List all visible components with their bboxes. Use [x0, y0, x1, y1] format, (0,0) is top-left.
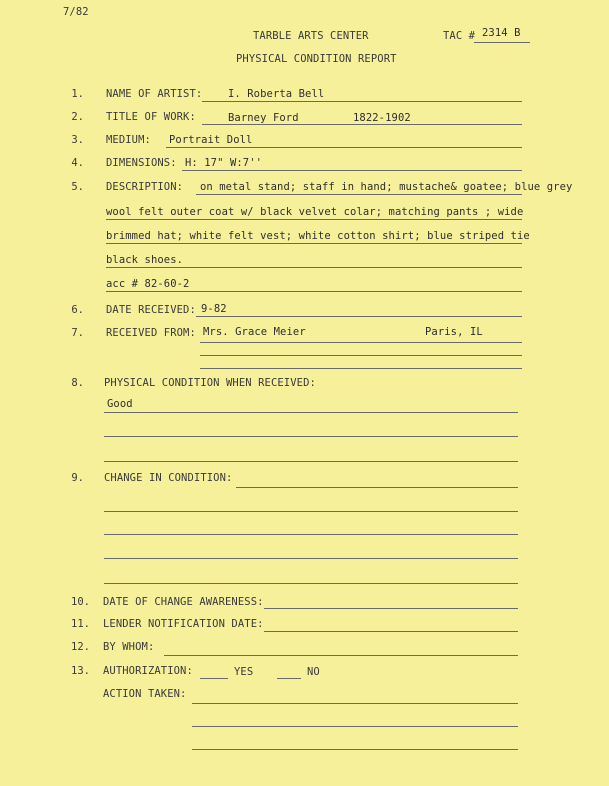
description-line-2[interactable]: wool felt outer coat w/ black velvet colar; matching pants ; wide: [106, 206, 524, 218]
description-underline-3: [106, 243, 522, 244]
medium-underline: [166, 147, 522, 148]
tac-label: TAC #: [443, 30, 476, 42]
field-13-number: 13.: [71, 665, 90, 677]
change-condition-underline-2: [104, 511, 518, 512]
by-whom-label: BY WHOM:: [103, 641, 155, 653]
dimensions-value[interactable]: H: 17" W:7'': [185, 157, 263, 169]
accession-number[interactable]: acc # 82-60-2: [106, 278, 190, 290]
by-whom-underline[interactable]: [164, 655, 518, 656]
change-condition-underline-4: [104, 558, 518, 559]
received-from-value[interactable]: Mrs. Grace Meier: [203, 326, 306, 338]
received-from-underline-2: [200, 355, 522, 356]
change-condition-underline-3: [104, 534, 518, 535]
field-1-number: 1.: [71, 88, 84, 100]
field-3-number: 3.: [71, 134, 84, 146]
authorization-no-blank[interactable]: [277, 678, 301, 679]
change-awareness-label: DATE OF CHANGE AWARENESS:: [103, 596, 264, 608]
field-7-number: 7.: [71, 327, 84, 339]
medium-label: MEDIUM:: [106, 134, 151, 146]
authorization-no: NO: [307, 666, 320, 678]
change-condition-underline-5: [104, 583, 518, 584]
change-awareness-underline[interactable]: [264, 608, 518, 609]
field-2-number: 2.: [71, 111, 84, 123]
description-label: DESCRIPTION:: [106, 181, 184, 193]
action-taken-label: ACTION TAKEN:: [103, 688, 187, 700]
condition-received-underline-1: [104, 412, 518, 413]
field-11-number: 11.: [71, 618, 90, 630]
dimensions-underline: [182, 170, 522, 171]
received-from-underline-1: [200, 342, 522, 343]
title-dates[interactable]: 1822-1902: [353, 112, 411, 124]
field-8-number: 8.: [71, 377, 84, 389]
action-taken-underline-2[interactable]: [192, 726, 518, 727]
date-received-underline: [196, 316, 522, 317]
date-received-label: DATE RECEIVED:: [106, 304, 196, 316]
description-underline-4: [106, 267, 522, 268]
received-from-label: RECEIVED FROM:: [106, 327, 196, 339]
description-underline-5: [106, 291, 522, 292]
authorization-yes-blank[interactable]: [200, 678, 228, 679]
field-4-number: 4.: [71, 157, 84, 169]
org-name: TARBLE ARTS CENTER: [253, 30, 369, 42]
condition-received-label: PHYSICAL CONDITION WHEN RECEIVED:: [104, 377, 316, 389]
description-underline-1: [196, 194, 522, 195]
artist-underline: [202, 101, 522, 102]
description-line-4[interactable]: black shoes.: [106, 254, 184, 266]
field-6-number: 6.: [71, 304, 84, 316]
change-condition-underline-1: [236, 487, 518, 488]
report-title: PHYSICAL CONDITION REPORT: [236, 53, 397, 65]
field-12-number: 12.: [71, 641, 90, 653]
title-value[interactable]: Barney Ford: [228, 112, 299, 124]
description-line-1[interactable]: on metal stand; staff in hand; mustache& goatee; blue grey: [200, 181, 573, 193]
dimensions-label: DIMENSIONS:: [106, 157, 177, 169]
condition-received-value[interactable]: Good: [107, 398, 133, 410]
tac-underline: [474, 42, 530, 43]
condition-received-underline-2: [104, 436, 518, 437]
action-taken-underline-1[interactable]: [192, 703, 518, 704]
description-line-3[interactable]: brimmed hat; white felt vest; white cotton shirt; blue striped tie: [106, 230, 530, 242]
received-from-underline-3: [200, 368, 522, 369]
corner-date: 7/82: [63, 6, 89, 18]
description-underline-2: [106, 219, 522, 220]
artist-label: NAME OF ARTIST:: [106, 88, 203, 100]
medium-value[interactable]: Portrait Doll: [169, 134, 253, 146]
title-underline: [202, 124, 522, 125]
field-5-number: 5.: [71, 181, 84, 193]
authorization-label: AUTHORIZATION:: [103, 665, 193, 677]
lender-notification-label: LENDER NOTIFICATION DATE:: [103, 618, 264, 630]
field-9-number: 9.: [71, 472, 84, 484]
field-10-number: 10.: [71, 596, 90, 608]
received-from-city[interactable]: Paris, IL: [425, 326, 483, 338]
artist-value[interactable]: I. Roberta Bell: [228, 88, 325, 100]
tac-value[interactable]: 2314 B: [482, 27, 521, 39]
authorization-yes: YES: [234, 666, 254, 678]
condition-received-underline-3: [104, 461, 518, 462]
action-taken-underline-3[interactable]: [192, 749, 518, 750]
date-received-value[interactable]: 9-82: [201, 303, 227, 315]
title-label: TITLE OF WORK:: [106, 111, 196, 123]
change-condition-label: CHANGE IN CONDITION:: [104, 472, 233, 484]
lender-notification-underline[interactable]: [264, 631, 518, 632]
